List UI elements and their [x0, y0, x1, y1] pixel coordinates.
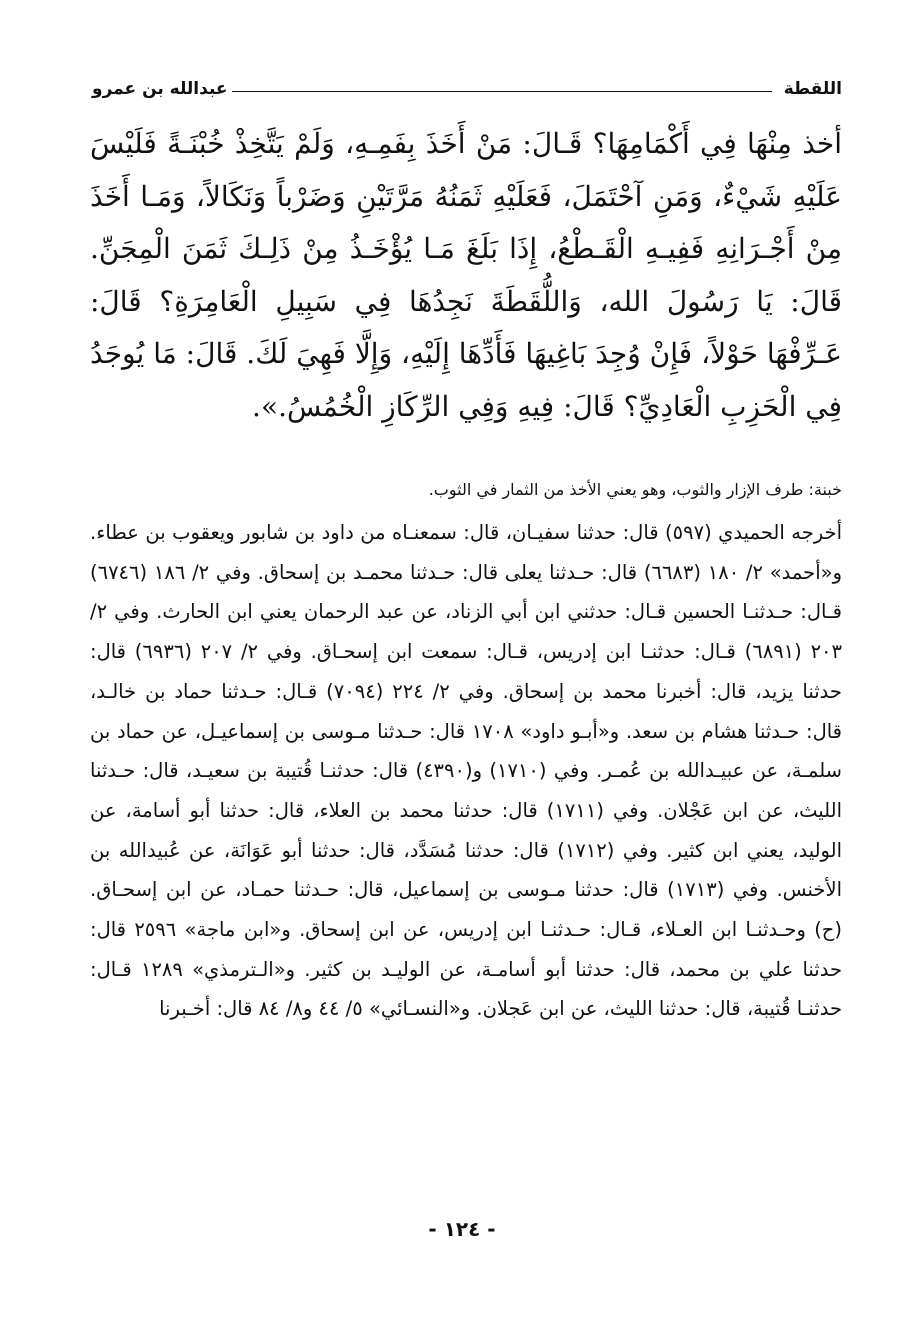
- gloss-note: خبنة: طرف الإزار والثوب، وهو يعني الأخذ من الثمار في الثوب.: [428, 480, 842, 499]
- running-header: [92, 76, 842, 104]
- section-title: اللقطة: [780, 78, 842, 100]
- header-rule: [202, 91, 772, 92]
- takhrij-paragraph: أخرجه الحميدي (٥٩٧) قال: حدثنا سفيـان، قال: سمعنـاه من داود بن شابور ويعقوب بن عطاء. و«أحمد» ٢/ ١٨٠ (٦٦٨٣) قال: حـدثنا يعلى قال: حـدثنا محمـد بن إسحاق. وفي ٢/ ١٨٦ (٦٧٤٦) قـال: حـدثنـا الحسين قـال: حدثني ابن أبي الزناد، عن عبد الرحمان يعني ابن الحارث. وفي ٢/ ٢٠٣ (٦٨٩١) قـال: حدثنـا ابن إدريس، قـال: سمعت ابن إسحـاق. وفي ٢/ ٢٠٧ (٦٩٣٦) قال: حدثنا يزيد، قال: أخبرنا محمد بن إسحاق. وفي ٢/ ٢٢٤ (٧٠٩٤) قـال: حـدثنا حماد بن خالـد، قال: حـدثنا هشام بن سعد. و«أبـو داود» ١٧٠٨ قال: حـدثنا مـوسى بن إسماعيـل، عن حماد بن سلمـة، عن عبيـدالله بن عُمـر. وفي (١٧١٠) و(٤٣٩٠) قال: حدثنـا قُتيبة بن سعيـد، قال: حـدثنا الليث، عن ابن عَجْلان. وفي (١٧١١) قال: حدثنا محمد بن العلاء، قال: حدثنا أبو أسامة، عن الوليد، يعني ابن كثير. وفي (١٧١٢) قال: حدثنا مُسَدَّد، قال: حدثنا أبو عَوَانَة، عن عُبيدالله بن الأخنس. وفي (١٧١٣) قال: حدثنا مـوسى بن إسماعيل، قال: حـدثنا حمـاد، عن ابن إسحـاق. (ح) وحـدثنـا ابن العـلاء، قـال: حـدثنـا ابن إدريس، عن ابن إسحاق. و«ابن ماجة» ٢٥٩٦ قال: حدثنا علي بن محمد، قال: حدثنا أبو أسامـة، عن الوليـد بن كثير. و«الـترمذي» ١٢٨٩ قـال: حدثنـا قُتيبة، قال: حدثنا الليث، عن ابن عَجلان. و«النسـائي» ٥/ ٤٤ و٨/ ٨٤ قال: أخـبرنا: [90, 521, 842, 1021]
- hadith-text: أخذ مِنْهَا فِي أَكْمَامِهَا؟ قَـالَ: مَنْ أَخَذَ بِفَمِـهِ، وَلَمْ يَتَّخِذْ خُبْنَـةً فَلَيْسَ عَلَيْهِ شَيْءٌ، وَمَنِ آحْتَمَلَ، فَعَلَيْهِ ثَمَنُهُ مَرَّتَيْنِ وَضَرْباً وَنَكَالاً، وَمَـا أَخَذَ مِنْ أَجْـرَانِهِ فَفِيـهِ الْقَـطْعُ، إِذَا بَلَغَ مَـا يُؤْخَـذُ مِنْ ذَلِـكَ ثَمَنَ الْمِجَنِّ. قَالَ: يَا رَسُولَ الله، وَاللُّقَطَةَ نَجِدُهَا فِي سَبِيلِ الْعَامِرَةِ؟ قَالَ: عَـرِّفْهَا حَوْلاً، فَإِنْ وُجِدَ بَاغِيهَا فَأَدِّهَا إِلَيْهِ، وَإِلَّا فَهِيَ لَكَ. قَالَ: مَا يُوجَدُ فِي الْحَزِبِ الْعَادِيِّ؟ قَالَ: فِيهِ وَفِي الرِّكَازِ الْخُمُسُ.».: [90, 127, 842, 423]
- companion-name: عبدالله بن عمرو: [92, 78, 232, 100]
- page-number: - ١٢٤ -: [428, 1217, 496, 1241]
